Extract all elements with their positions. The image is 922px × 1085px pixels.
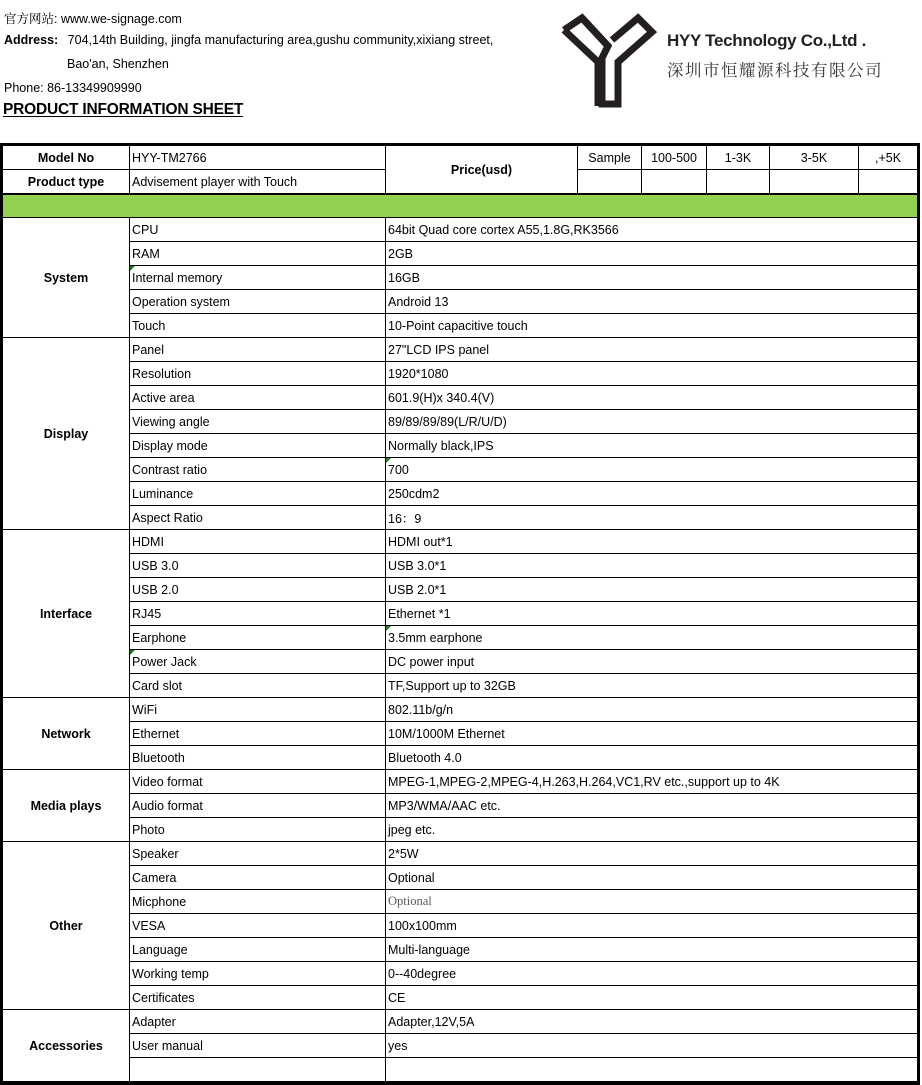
spec-label: Viewing angle — [130, 410, 386, 434]
spec-label: USB 3.0 — [130, 554, 386, 578]
price-value-100-500[interactable] — [642, 170, 707, 195]
spec-row — [3, 938, 918, 962]
spec-label: Working temp — [130, 962, 386, 986]
spec-value: 802.11b/g/n — [386, 698, 918, 722]
spec-row — [3, 1058, 918, 1082]
spec-row — [3, 410, 918, 434]
spec-row — [3, 386, 918, 410]
spec-label: VESA — [130, 914, 386, 938]
price-tier-sample: Sample — [578, 146, 642, 170]
spec-value: 10M/1000M Ethernet — [386, 722, 918, 746]
spec-row — [3, 506, 918, 530]
spec-row — [3, 458, 918, 482]
spec-label: Display mode — [130, 434, 386, 458]
spec-label: USB 2.0 — [130, 578, 386, 602]
spec-value: 16GB — [386, 266, 918, 290]
spec-label: Card slot — [130, 674, 386, 698]
spec-label: Certificates — [130, 986, 386, 1010]
section-band — [3, 194, 918, 218]
spec-value: 601.9(H)x 340.4(V) — [386, 386, 918, 410]
price-tier-5k-plus: ,+5K — [859, 146, 918, 170]
spec-value: 3.5mm earphone — [386, 626, 918, 650]
product-info-table — [0, 143, 920, 1085]
spec-row — [3, 890, 918, 914]
company-name-en: HYY Technology Co.,Ltd . — [667, 31, 867, 50]
spec-label: Bluetooth — [130, 746, 386, 770]
spec-label: Photo — [130, 818, 386, 842]
spec-label: WiFi — [130, 698, 386, 722]
spec-value: 89/89/89/89(L/R/U/D) — [386, 410, 918, 434]
spec-value: 27"LCD IPS panel — [386, 338, 918, 362]
spec-value: 10-Point capacitive touch — [386, 314, 918, 338]
website-line — [4, 9, 182, 27]
spec-value — [386, 1058, 918, 1082]
category-network: Network — [3, 698, 130, 770]
spec-value: Optional — [386, 890, 918, 914]
spec-value: Adapter,12V,5A — [386, 1010, 918, 1034]
spec-value: CE — [386, 986, 918, 1010]
spec-value: Bluetooth 4.0 — [386, 746, 918, 770]
price-tier-3-5k: 3-5K — [770, 146, 859, 170]
spec-label: Panel — [130, 338, 386, 362]
spec-row — [3, 602, 918, 626]
spec-value: Multi-language — [386, 938, 918, 962]
category-accessories: Accessories — [3, 1010, 130, 1082]
spec-label: Adapter — [130, 1010, 386, 1034]
spec-label: Earphone — [130, 626, 386, 650]
spec-row — [3, 914, 918, 938]
spec-value: MPEG-1,MPEG-2,MPEG-4,H.263,H.264,VC1,RV etc.,support up to 4K — [386, 770, 918, 794]
spec-value: 700 — [386, 458, 918, 482]
spec-label: Ethernet — [130, 722, 386, 746]
address-text-2: Bao'an, Shenzhen — [67, 57, 169, 71]
company-name-cn: 深圳市恒耀源科技有限公司 — [667, 62, 883, 80]
website-link[interactable]: www.we-signage.com — [60, 12, 182, 26]
spec-label: Active area — [130, 386, 386, 410]
spec-label: User manual — [130, 1034, 386, 1058]
spec-label: Video format — [130, 770, 386, 794]
category-system: System — [3, 218, 130, 338]
spec-value: Normally black,IPS — [386, 434, 918, 458]
hyy-y-logo-icon — [558, 12, 658, 110]
spec-value: MP3/WMA/AAC etc. — [386, 794, 918, 818]
spec-row — [3, 650, 918, 674]
product-type-label: Product type — [3, 170, 130, 195]
spec-row — [3, 698, 918, 722]
spec-value: USB 2.0*1 — [386, 578, 918, 602]
spec-label: Operation system — [130, 290, 386, 314]
website-label: 官方网站: — [4, 12, 58, 26]
address-line-1 — [4, 33, 493, 47]
spec-row — [3, 770, 918, 794]
spec-row — [3, 578, 918, 602]
spec-row — [3, 362, 918, 386]
spec-value: Android 13 — [386, 290, 918, 314]
category-display: Display — [3, 338, 130, 530]
spec-row — [3, 530, 918, 554]
price-label: Price(usd) — [386, 146, 578, 195]
spec-value: jpeg etc. — [386, 818, 918, 842]
spec-label: Camera — [130, 866, 386, 890]
spec-row — [3, 818, 918, 842]
spec-value: 2GB — [386, 242, 918, 266]
spec-value: TF,Support up to 32GB — [386, 674, 918, 698]
spec-row — [3, 482, 918, 506]
spec-value: 2*5W — [386, 842, 918, 866]
spec-row — [3, 794, 918, 818]
spec-row — [3, 338, 918, 362]
model-label: Model No — [3, 146, 130, 170]
spec-row — [3, 290, 918, 314]
price-tier-1-3k: 1-3K — [707, 146, 770, 170]
spec-row — [3, 674, 918, 698]
spec-value: 250cdm2 — [386, 482, 918, 506]
spec-label: Speaker — [130, 842, 386, 866]
spec-value: yes — [386, 1034, 918, 1058]
spec-row — [3, 962, 918, 986]
price-tier-100-500: 100-500 — [642, 146, 707, 170]
phone-label: Phone: — [4, 81, 44, 95]
spec-row — [3, 986, 918, 1010]
spec-row — [3, 1010, 918, 1034]
spec-row — [3, 746, 918, 770]
spec-row — [3, 266, 918, 290]
model-value: HYY-TM2766 — [130, 146, 386, 170]
spec-row — [3, 554, 918, 578]
spec-row — [3, 314, 918, 338]
spec-value: 1920*1080 — [386, 362, 918, 386]
price-value-3-5k[interactable] — [770, 170, 859, 195]
spec-label — [130, 1058, 386, 1082]
spec-row — [3, 842, 918, 866]
price-value-1-3k[interactable] — [707, 170, 770, 195]
product-type-value: Advisement player with Touch — [130, 170, 386, 195]
spec-row — [3, 626, 918, 650]
model-row — [3, 146, 918, 170]
address-label: Address: — [4, 33, 59, 47]
spec-value: Optional — [386, 866, 918, 890]
spec-label: Contrast ratio — [130, 458, 386, 482]
spec-value: 16：9 — [386, 506, 918, 530]
spec-label: Micphone — [130, 890, 386, 914]
category-other: Other — [3, 842, 130, 1010]
phone-line — [4, 81, 142, 95]
spec-row — [3, 866, 918, 890]
spec-label: Resolution — [130, 362, 386, 386]
spec-value: DC power input — [386, 650, 918, 674]
spec-label: HDMI — [130, 530, 386, 554]
spec-row — [3, 242, 918, 266]
spec-label: RJ45 — [130, 602, 386, 626]
spec-label: Internal memory — [130, 266, 386, 290]
spec-value: Ethernet *1 — [386, 602, 918, 626]
spec-label: Touch — [130, 314, 386, 338]
spec-value: HDMI out*1 — [386, 530, 918, 554]
spec-row — [3, 434, 918, 458]
spec-row — [3, 1034, 918, 1058]
spec-value: 100x100mm — [386, 914, 918, 938]
green-band-cell — [3, 194, 918, 218]
spec-label: Audio format — [130, 794, 386, 818]
spec-value: USB 3.0*1 — [386, 554, 918, 578]
price-value-5k-plus[interactable] — [859, 170, 918, 195]
spec-row — [3, 218, 918, 242]
spec-label: Aspect Ratio — [130, 506, 386, 530]
spec-row — [3, 722, 918, 746]
spec-label: Luminance — [130, 482, 386, 506]
spec-value: 0--40degree — [386, 962, 918, 986]
spec-value: 64bit Quad core cortex A55,1.8G,RK3566 — [386, 218, 918, 242]
price-value-sample[interactable] — [578, 170, 642, 195]
spec-label: Language — [130, 938, 386, 962]
spec-label: CPU — [130, 218, 386, 242]
category-media-plays: Media plays — [3, 770, 130, 842]
category-interface: Interface — [3, 530, 130, 698]
address-text-1: 704,14th Building, jingfa manufacturing area,gushu community,xixiang street, — [67, 33, 494, 47]
spec-label: Power Jack — [130, 650, 386, 674]
phone-number: 86-13349909990 — [47, 81, 142, 95]
sheet-title: PRODUCT INFORMATION SHEET — [3, 101, 244, 118]
spec-label: RAM — [130, 242, 386, 266]
